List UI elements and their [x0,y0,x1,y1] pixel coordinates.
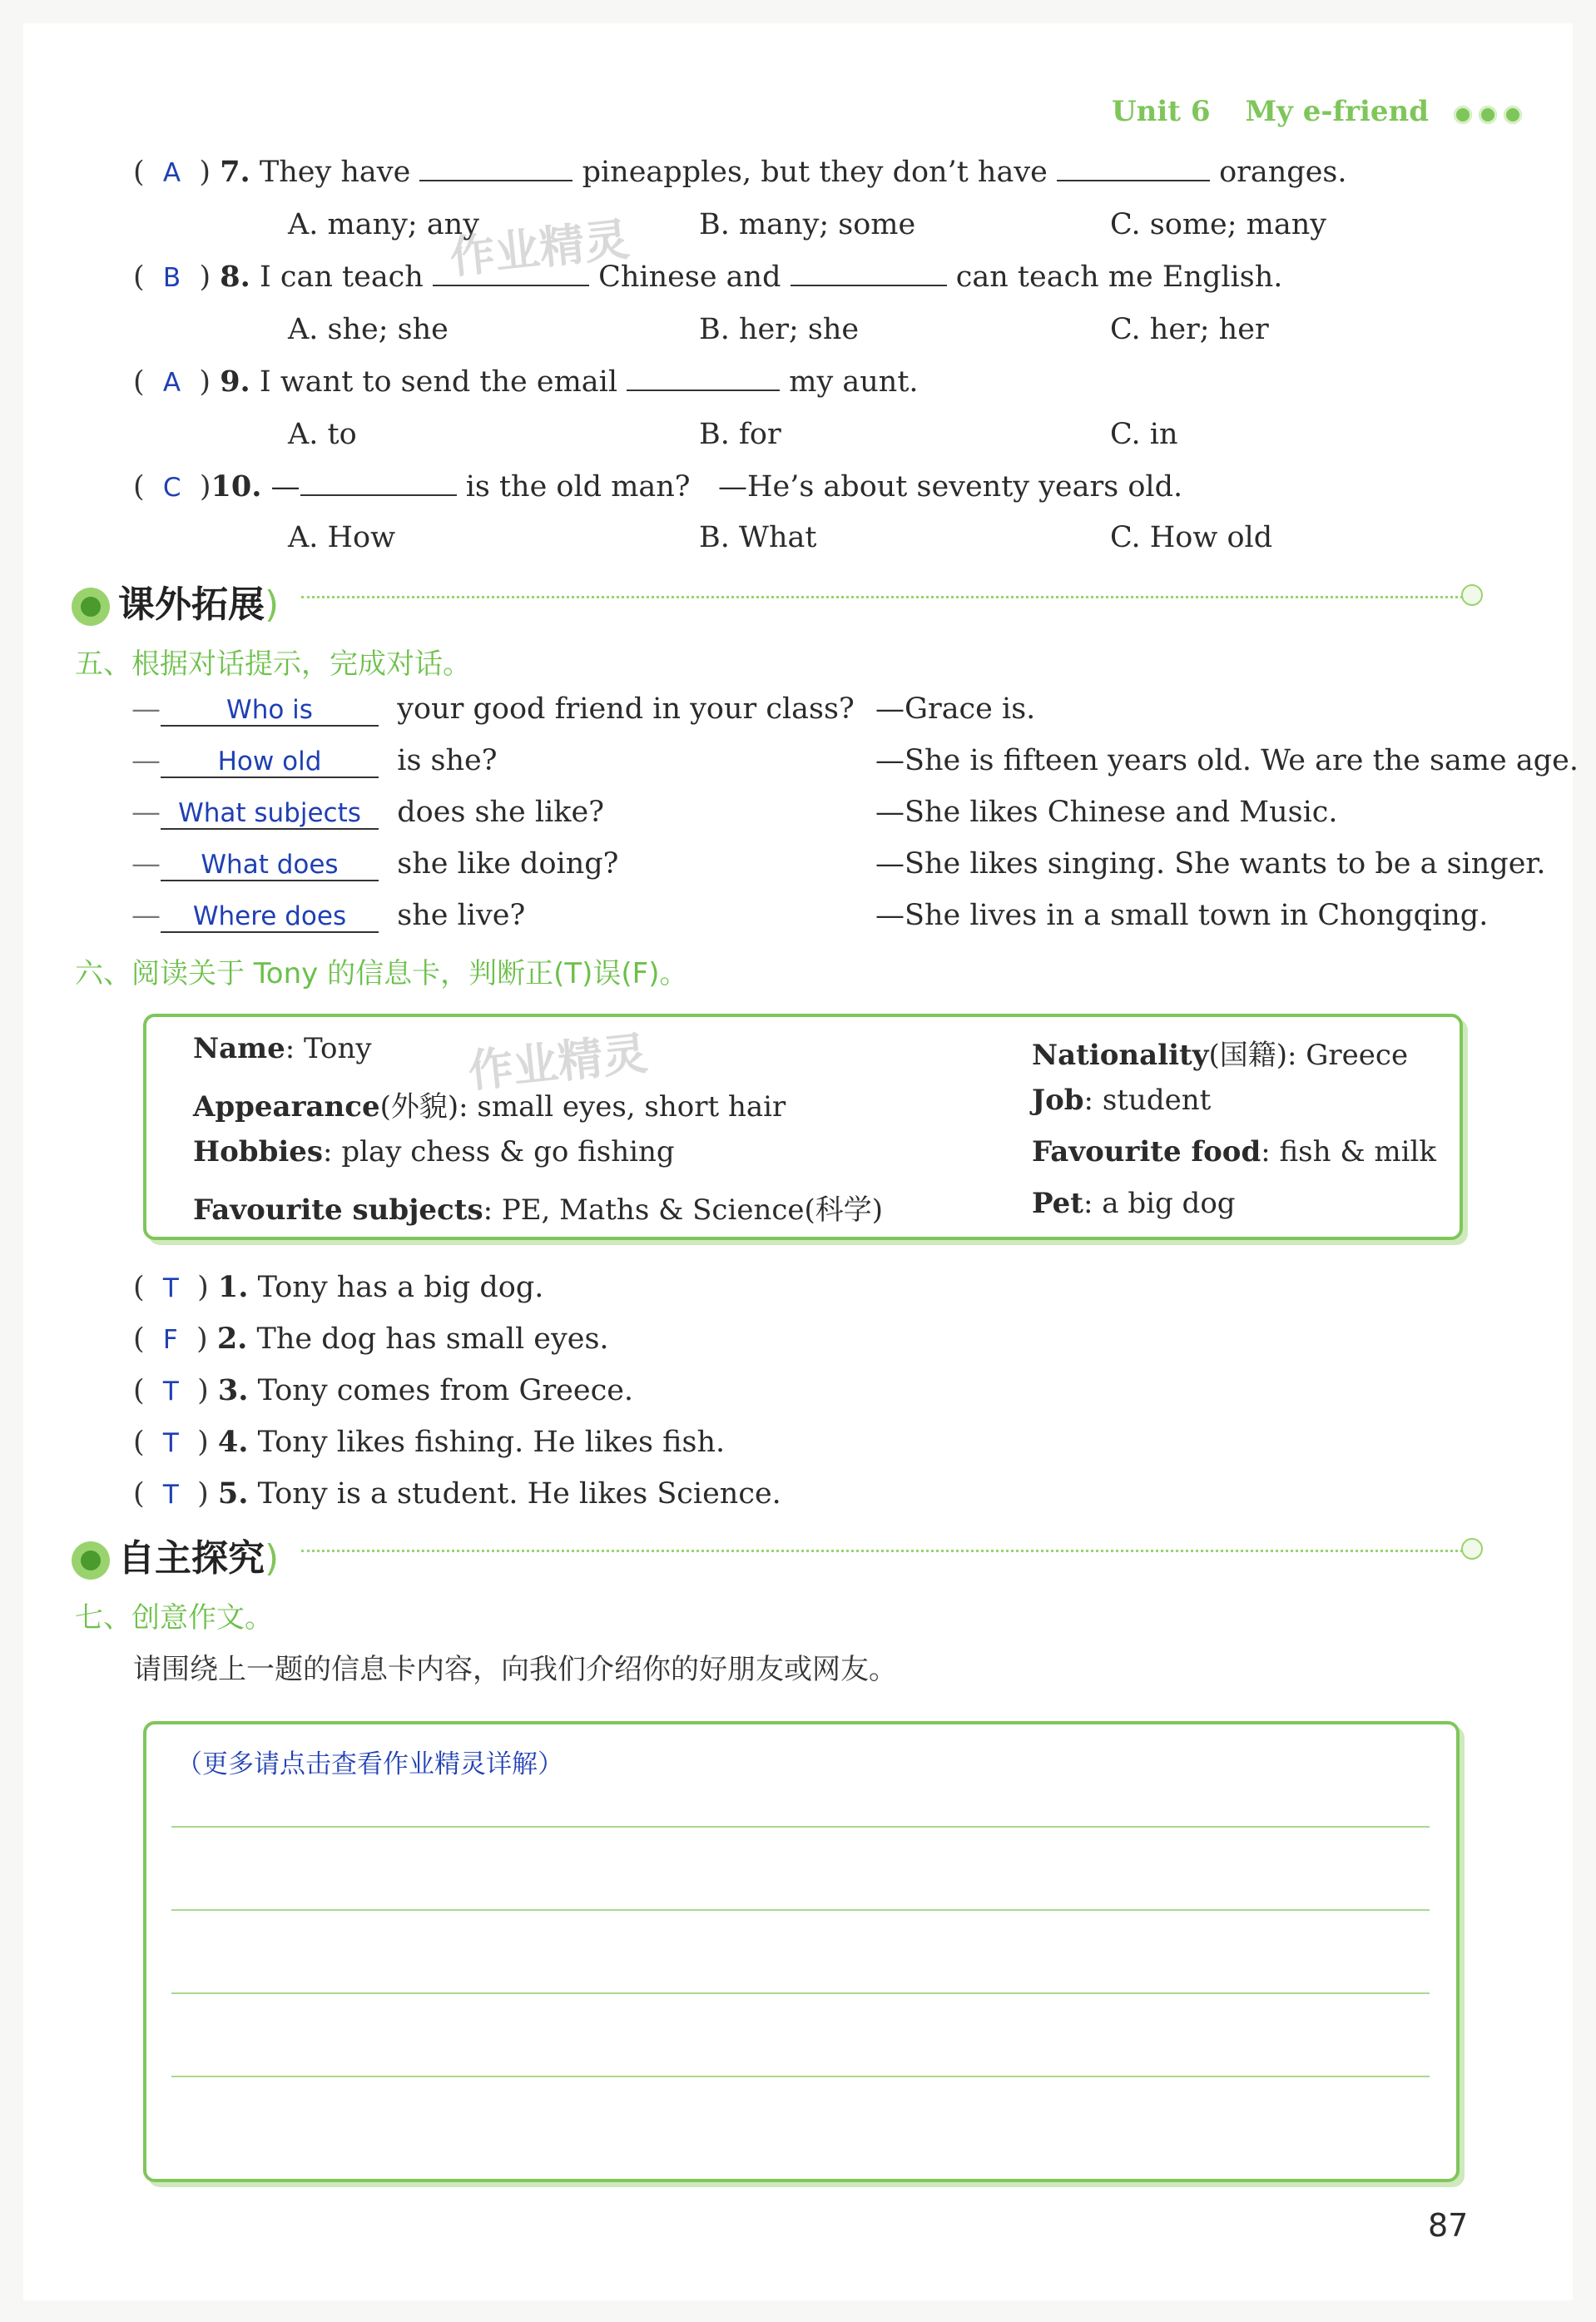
answer-10: C [162,473,181,503]
option-9b: B. for [699,418,781,451]
option-9c: C. in [1110,418,1178,451]
writing-line [171,1992,1430,1994]
watermark: 作业精灵 [447,212,632,285]
q7-title: 七、创意作文。 [75,1601,273,1635]
answer-fill-2: How old [161,747,379,778]
answer-fill-3: What subjects [161,798,379,830]
question-8: ( B ) 8. I can teach Chinese and can teach me English. [133,260,1283,294]
tf-item-3: ( T ) 3. Tony comes from Greece. [133,1373,634,1407]
tf-item-5: ( T ) 5. Tony is a student. He likes Science. [133,1476,781,1511]
card-food: Favourite food: fish & milk [1032,1135,1436,1168]
card-subjects: Favourite subjects: PE, Maths & Science(科学) [193,1193,884,1227]
section-mascot-icon [72,1541,110,1580]
option-7a: A. many; any [288,208,479,241]
watermark: 作业精灵 [465,1026,651,1099]
reply-5: —She lives in a small town in Chongqing. [875,899,1489,932]
writing-line [171,1909,1430,1911]
section-mascot-icon [72,588,110,626]
option-8c: C. her; her [1110,313,1269,346]
blank[interactable] [791,260,947,286]
card-hobbies: Hobbies: play chess & go fishing [193,1135,675,1168]
tf-answer-2: F [162,1325,178,1355]
answer-8: B [162,263,181,293]
unit-title: My e-friend [1245,95,1430,128]
question-9: ( A ) 9. I want to send the email my aunt. [133,365,919,399]
info-card [143,1014,1463,1240]
tf-item-2: ( F ) 2. The dog has small eyes. [133,1322,609,1356]
reply-1: —Grace is. [875,692,1036,726]
question-7: ( A ) 7. They have pineapples, but they don’t have oranges. [133,155,1347,189]
divider-end-icon [1461,1538,1483,1560]
tf-answer-4: T [162,1428,179,1458]
dialogue-line-4: — What does she like doing? [131,847,619,881]
card-nationality: Nationality(国籍): Greece [1032,1039,1409,1072]
tf-answer-5: T [162,1480,179,1510]
card-pet: Pet: a big dog [1032,1187,1236,1220]
writing-line [171,1826,1430,1828]
header-dots-icon [1447,97,1522,130]
card-job: Job: student [1032,1084,1212,1117]
reply-3: —She likes Chinese and Music. [875,796,1338,829]
tf-item-1: ( T ) 1. Tony has a big dog. [133,1270,544,1304]
tf-answer-1: T [162,1273,179,1303]
divider-end-icon [1461,584,1483,606]
option-10a: A. How [288,521,396,554]
writing-box[interactable] [143,1721,1460,2182]
dialogue-line-5: — Where does she live? [131,899,526,932]
section-extend-title: 课外拓展) [72,574,279,628]
answer-fill-1: Who is [161,695,379,727]
q6-title: 六、阅读关于 Tony 的信息卡，判断正(T)误(F)。 [75,957,688,990]
dialogue-line-2: — How old is she? [131,744,498,777]
answer-7: A [162,158,181,188]
section-divider [301,1550,1473,1552]
answer-fill-5: Where does [161,901,379,933]
q7-instruction: 请围绕上一题的信息卡内容，向我们介绍你的好朋友或网友。 [133,1653,897,1686]
option-7c: C. some; many [1110,208,1327,241]
option-7b: B. many; some [699,208,916,241]
running-header [1112,95,1522,130]
card-appearance: Appearance(外貌): small eyes, short hair [193,1090,786,1124]
section-explore-title: 自主探究) [72,1528,279,1581]
writing-line [171,2076,1430,2077]
option-10c: C. How old [1110,521,1273,554]
card-name: Name: Tony [193,1032,372,1065]
section-divider [301,596,1473,598]
reply-4: —She likes singing. She wants to be a singer. [875,847,1546,881]
blank[interactable] [627,365,780,391]
option-10b: B. What [699,521,817,554]
writing-hint: （更多请点击查看作业精灵详解） [176,1749,563,1779]
reply-2: —She is fifteen years old. We are the same age. [875,744,1579,777]
answer-fill-4: What does [161,850,379,881]
page-number: 87 [1428,2207,1469,2244]
dialogue-line-3: — What subjects does she like? [131,796,604,829]
blank[interactable] [300,469,457,496]
blank[interactable] [419,155,572,181]
dialogue-line-1: — Who is your good friend in your class? [131,692,855,726]
q5-title: 五、根据对话提示，完成对话。 [75,647,471,681]
tf-answer-3: T [162,1377,179,1407]
tf-item-4: ( T ) 4. Tony likes fishing. He likes fish. [133,1425,726,1459]
option-8b: B. her; she [699,313,860,346]
option-9a: A. to [288,418,357,451]
question-10: ( C )10. — is the old man? —He’s about seventy years old. [133,469,1183,504]
unit-label: Unit 6 [1112,95,1211,128]
blank[interactable] [1057,155,1210,181]
answer-9: A [162,368,181,398]
option-8a: A. she; she [288,313,449,346]
